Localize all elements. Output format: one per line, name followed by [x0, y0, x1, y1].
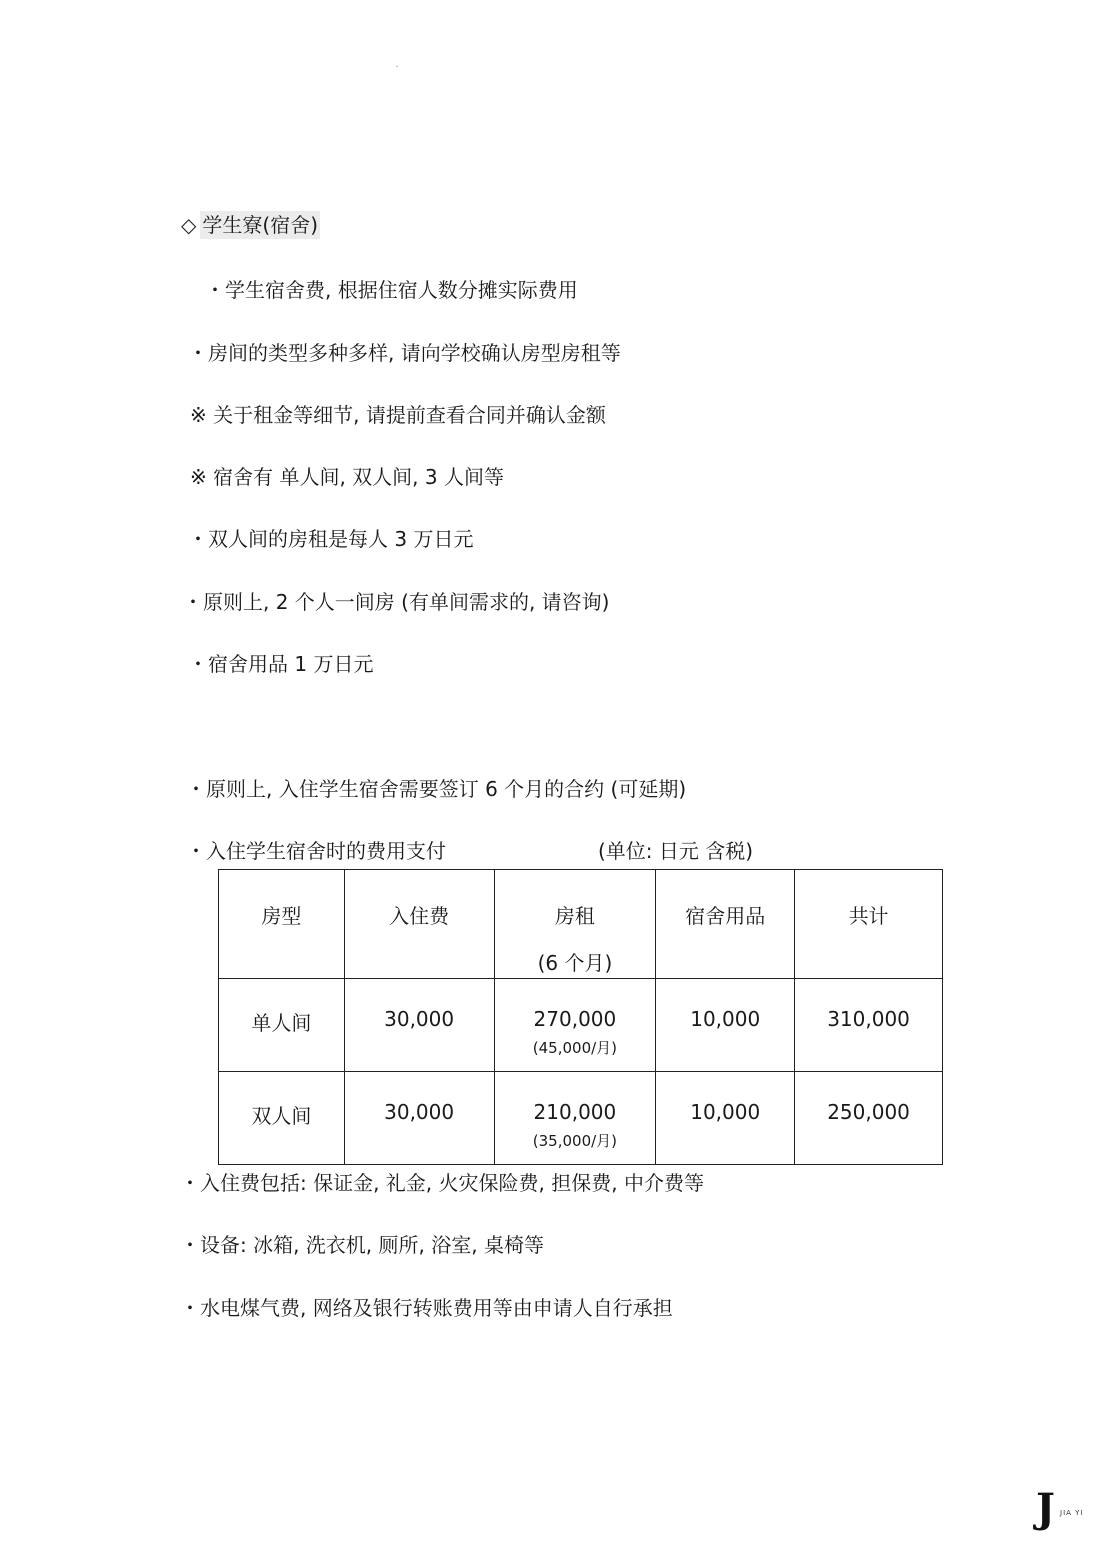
diamond-icon: ◇ — [181, 213, 197, 237]
rent-cell: 270,000 (45,000/月) — [494, 979, 656, 1072]
header-cell: 宿舍用品 — [656, 870, 795, 979]
rent-cell: 210,000 (35,000/月) — [494, 1072, 656, 1165]
header-cell: 房型 — [219, 870, 345, 979]
logo-mark: J — [1036, 1485, 1055, 1532]
table-row — [219, 979, 943, 1072]
entry-fee-cell: 30,000 — [344, 1072, 494, 1165]
bullet-line: ・设备: 冰箱, 洗衣机, 厕所, 浴室, 桌椅等 — [180, 1233, 544, 1257]
monthly-rent: (45,000/月) — [532, 1039, 618, 1057]
header-cell: 房租 (6 个月) — [494, 870, 656, 979]
bullet-line: ・原则上, 入住学生宿舍需要签订 6 个月的合约 (可延期) — [186, 777, 687, 801]
table-header-row — [219, 870, 943, 979]
bullet-line: ・学生宿舍费, 根据住宿人数分摊实际费用 — [205, 278, 578, 302]
section-heading — [181, 211, 320, 239]
brand-logo — [1036, 1487, 1086, 1531]
bullet-line: ・水电煤气费, 网络及银行转账费用等由申请人自行承担 — [180, 1296, 673, 1320]
bullet-line: ・入住学生宿舍时的费用支付 — [186, 839, 446, 863]
scan-speck — [396, 66, 398, 67]
header-cell: 入住费 — [344, 870, 494, 979]
total-cell: 310,000 — [795, 979, 943, 1072]
bullet-line: ・入住费包括: 保证金, 礼金, 火灾保险费, 担保费, 中介费等 — [180, 1171, 704, 1195]
note-line: ※ 关于租金等细节, 请提前查看合同并确认金额 — [190, 403, 606, 427]
bullet-line: ・房间的类型多种多样, 请向学校确认房型房租等 — [188, 341, 621, 365]
supplies-cell: 10,000 — [656, 1072, 795, 1165]
header-cell: 共计 — [795, 870, 943, 979]
rent-period: (6 个月) — [537, 951, 613, 975]
supplies-cell: 10,000 — [656, 979, 795, 1072]
total-cell: 250,000 — [795, 1072, 943, 1165]
bullet-line: ・原则上, 2 个人一间房 (有单间需求的, 请咨询) — [183, 590, 610, 614]
room-type-cell: 双人间 — [219, 1072, 345, 1165]
room-type-cell: 单人间 — [219, 979, 345, 1072]
section-title: 学生寮(宿舍) — [202, 213, 318, 237]
bullet-line: ・宿舍用品 1 万日元 — [188, 652, 374, 676]
fee-table — [218, 869, 943, 1165]
logo-text: JIA YI — [1060, 1509, 1084, 1517]
table-row — [219, 1072, 943, 1165]
bullet-line: ・双人间的房租是每人 3 万日元 — [188, 527, 474, 551]
unit-note: (单位: 日元 含税) — [598, 839, 754, 863]
entry-fee-cell: 30,000 — [344, 979, 494, 1072]
note-line: ※ 宿舍有 单人间, 双人间, 3 人间等 — [190, 465, 504, 489]
monthly-rent: (35,000/月) — [532, 1132, 618, 1150]
